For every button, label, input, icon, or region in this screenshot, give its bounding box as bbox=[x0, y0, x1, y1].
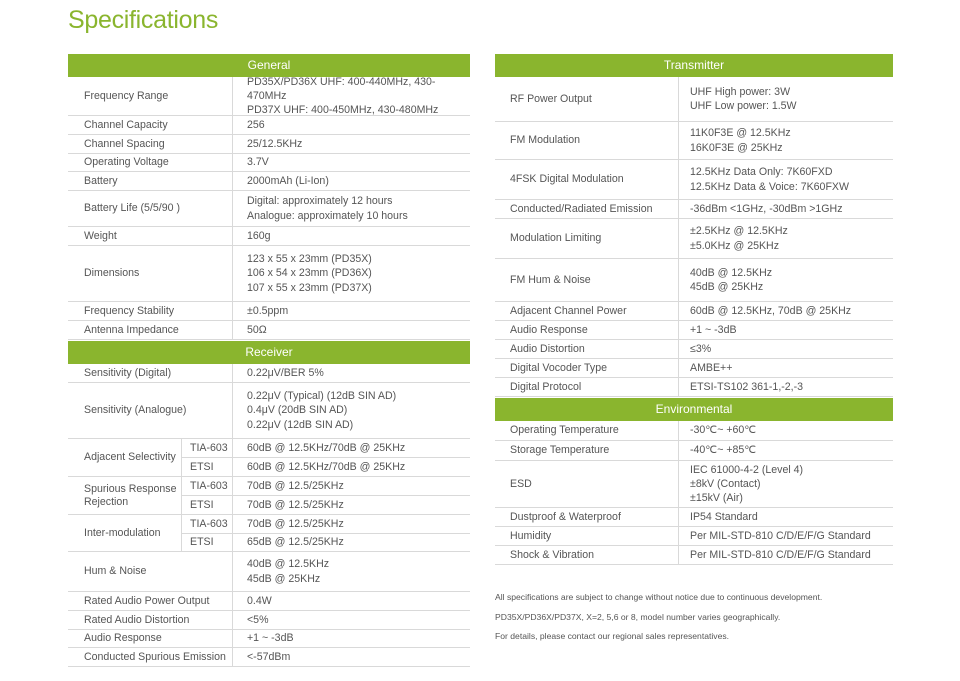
spec-label bbox=[495, 302, 679, 320]
spec-label bbox=[495, 340, 679, 358]
general-table bbox=[68, 77, 470, 340]
spec-label-text: Operating Temperature bbox=[510, 424, 619, 437]
spec-value bbox=[679, 321, 893, 339]
right-column bbox=[495, 53, 893, 565]
spec-value-line: ±15kV (Air) bbox=[690, 492, 743, 505]
transmitter-table bbox=[495, 77, 893, 397]
spec-label bbox=[495, 441, 679, 460]
receiver-groups bbox=[68, 439, 470, 552]
spec-row bbox=[495, 461, 893, 508]
spec-row bbox=[495, 508, 893, 527]
spec-value bbox=[679, 302, 893, 320]
spec-row bbox=[495, 302, 893, 321]
spec-label-text: Storage Temperature bbox=[510, 444, 610, 457]
spec-subrow bbox=[182, 533, 470, 552]
spec-row bbox=[68, 552, 470, 592]
spec-label bbox=[495, 508, 679, 526]
spec-value-line: UHF High power: 3W bbox=[690, 85, 791, 98]
spec-label-text: Sensitivity (Analogue) bbox=[84, 404, 187, 417]
spec-label bbox=[68, 116, 233, 134]
spec-label-text: FM Hum & Noise bbox=[510, 273, 591, 286]
footnote-line: All specifications are subject to change without notice due to continuous development. bbox=[495, 592, 823, 602]
spec-value-line: 40dB @ 12.5KHz bbox=[247, 558, 330, 571]
spec-subrow bbox=[182, 515, 470, 533]
spec-row bbox=[68, 630, 470, 648]
footnotes bbox=[495, 588, 822, 647]
spec-sublabel: ETSI bbox=[182, 496, 233, 514]
spec-label-text: Conducted/Radiated Emission bbox=[510, 202, 653, 215]
spec-value bbox=[679, 340, 893, 358]
spec-value-line: -36dBm <1GHz, -30dBm >1GHz bbox=[690, 202, 843, 215]
spec-sublabel: ETSI bbox=[182, 458, 233, 476]
spec-value bbox=[233, 321, 470, 339]
spec-subrow bbox=[182, 495, 470, 514]
spec-value bbox=[233, 172, 470, 190]
spec-label-text: ESD bbox=[510, 477, 532, 490]
spec-label bbox=[495, 219, 679, 258]
spec-value-line: 0.4μV (20dB SIN AD) bbox=[247, 404, 348, 417]
spec-value bbox=[679, 527, 893, 545]
spec-value bbox=[679, 508, 893, 526]
spec-label bbox=[495, 321, 679, 339]
spec-group-label-text: Inter-modulation bbox=[84, 526, 161, 539]
spec-label-text: Shock & Vibration bbox=[510, 548, 595, 561]
spec-label bbox=[68, 383, 233, 438]
spec-sublabel: TIA-603 bbox=[182, 439, 233, 457]
spec-value bbox=[233, 648, 470, 666]
spec-row bbox=[495, 340, 893, 359]
page-title: Specifications bbox=[68, 6, 219, 34]
spec-group-label-text: Spurious Response Rejection bbox=[84, 482, 177, 508]
spec-row bbox=[68, 135, 470, 154]
spec-group-label-text: Adjacent Selectivity bbox=[84, 451, 176, 463]
spec-value-line: ±2.5KHz @ 12.5KHz bbox=[690, 225, 788, 238]
spec-value: 70dB @ 12.5/25KHz bbox=[247, 517, 344, 530]
spec-value: 65dB @ 12.5/25KHz bbox=[247, 536, 344, 549]
spec-row bbox=[495, 200, 893, 219]
spec-value-line: PD35X/PD36X UHF: 400-440MHz, 430-470MHz bbox=[247, 75, 436, 102]
spec-value-line: 0.4W bbox=[247, 594, 272, 607]
spec-label bbox=[495, 259, 679, 301]
spec-value bbox=[233, 364, 470, 382]
spec-value bbox=[679, 219, 893, 258]
spec-row bbox=[68, 302, 470, 321]
spec-label-text: Digital Protocol bbox=[510, 380, 582, 393]
spec-value bbox=[233, 135, 470, 153]
spec-value-line: ±0.5ppm bbox=[247, 304, 289, 317]
spec-row bbox=[68, 246, 470, 302]
spec-value-line: 11K0F3E @ 12.5KHz bbox=[690, 127, 791, 140]
spec-label bbox=[68, 364, 233, 382]
spec-row bbox=[68, 191, 470, 227]
spec-label bbox=[68, 552, 233, 591]
spec-label bbox=[68, 77, 233, 115]
spec-value bbox=[679, 378, 893, 396]
spec-label-text: Weight bbox=[84, 229, 117, 242]
spec-sublabel: ETSI bbox=[182, 534, 233, 552]
spec-group bbox=[68, 477, 470, 515]
spec-value-line: Per MIL-STD-810 C/D/E/F/G Standard bbox=[690, 529, 871, 542]
spec-value bbox=[233, 383, 470, 438]
spec-value-line: UHF Low power: 1.5W bbox=[690, 100, 797, 112]
spec-label-text: Audio Distortion bbox=[510, 342, 585, 355]
spec-label bbox=[68, 246, 233, 301]
spec-sublabel: TIA-603 bbox=[182, 515, 233, 533]
spec-label-text: Humidity bbox=[510, 529, 552, 542]
spec-row bbox=[495, 421, 893, 441]
spec-label-text: Sensitivity (Digital) bbox=[84, 366, 172, 379]
spec-value-line: 160g bbox=[247, 229, 271, 242]
spec-row bbox=[495, 359, 893, 378]
spec-value-line: Analogue: approximately 10 hours bbox=[247, 209, 408, 222]
spec-group-rows bbox=[182, 439, 470, 476]
spec-value-line: 107 x 55 x 23mm (PD37X) bbox=[247, 281, 372, 294]
spec-label-text: RF Power Output bbox=[510, 92, 592, 105]
spec-row bbox=[495, 441, 893, 461]
spec-label-text: Adjacent Channel Power bbox=[510, 304, 627, 317]
spec-row bbox=[495, 259, 893, 302]
spec-value-line: 12.5KHz Data & Voice: 7K60FXW bbox=[690, 180, 849, 193]
spec-value-line: +1 ~ -3dB bbox=[247, 632, 294, 645]
section-header-receiver: Receiver bbox=[68, 340, 470, 364]
spec-value-line: <-57dBm bbox=[247, 650, 291, 663]
spec-label-text: Rated Audio Distortion bbox=[84, 613, 190, 626]
spec-label-text: Antenna Impedance bbox=[84, 323, 179, 336]
spec-label-text: Channel Capacity bbox=[84, 118, 168, 131]
spec-value-line: IP54 Standard bbox=[690, 510, 758, 523]
spec-value bbox=[233, 302, 470, 320]
spec-value-line: 12.5KHz Data Only: 7K60FXD bbox=[690, 166, 833, 179]
spec-value-line: Per MIL-STD-810 C/D/E/F/G Standard bbox=[690, 548, 871, 561]
spec-value-line: 123 x 55 x 23mm (PD35X) bbox=[247, 253, 372, 266]
spec-value bbox=[233, 116, 470, 134]
spec-value-line: 256 bbox=[247, 118, 265, 131]
footnote-line: For details, please contact our regional sales representatives. bbox=[495, 631, 730, 641]
spec-value-line: AMBE++ bbox=[690, 361, 733, 374]
footnote-line: PD35X/PD36X/PD37X, X=2, 5,6 or 8, model number varies geographically. bbox=[495, 611, 781, 622]
spec-value bbox=[679, 77, 893, 121]
spec-label bbox=[495, 160, 679, 199]
spec-value-line: PD37X UHF: 400-450MHz, 430-480MHz bbox=[247, 104, 439, 117]
spec-value-line: 0.22μV (12dB SIN AD) bbox=[247, 418, 354, 431]
spec-value bbox=[679, 200, 893, 218]
spec-subrow bbox=[182, 477, 470, 495]
spec-value: 70dB @ 12.5/25KHz bbox=[247, 498, 344, 511]
spec-value bbox=[233, 592, 470, 610]
spec-value-line: ETSI-TS102 361-1,-2,-3 bbox=[690, 380, 804, 393]
spec-value bbox=[233, 191, 470, 226]
section-header-transmitter: Transmitter bbox=[495, 53, 893, 77]
spec-label bbox=[68, 321, 233, 339]
spec-value: 60dB @ 12.5KHz/70dB @ 25KHz bbox=[247, 441, 406, 454]
left-column bbox=[68, 53, 470, 667]
spec-label-text: Rated Audio Power Output bbox=[84, 594, 210, 607]
spec-label bbox=[495, 200, 679, 218]
spec-value: 70dB @ 12.5/25KHz bbox=[247, 479, 344, 492]
spec-sublabel: TIA-603 bbox=[182, 477, 233, 495]
spec-value-line: 60dB @ 12.5KHz, 70dB @ 25KHz bbox=[690, 304, 852, 317]
spec-value-line: +1 ~ -3dB bbox=[690, 323, 737, 336]
spec-value bbox=[679, 441, 893, 460]
spec-label bbox=[68, 135, 233, 153]
spec-label bbox=[68, 648, 233, 666]
spec-value bbox=[679, 421, 893, 440]
spec-label bbox=[495, 122, 679, 159]
spec-value bbox=[679, 359, 893, 377]
spec-value-line: 16K0F3E @ 25KHz bbox=[690, 141, 783, 154]
spec-group-label bbox=[68, 477, 182, 514]
spec-group-label bbox=[68, 439, 182, 476]
spec-value-line: 3.7V bbox=[247, 156, 269, 169]
spec-value bbox=[679, 160, 893, 199]
spec-value-line: <5% bbox=[247, 613, 269, 626]
spec-value-line: ±8kV (Contact) bbox=[690, 477, 761, 490]
spec-label-text: Modulation Limiting bbox=[510, 232, 602, 245]
spec-value bbox=[233, 630, 470, 647]
spec-row bbox=[495, 160, 893, 200]
spec-value-line: 106 x 54 x 23mm (PD36X) bbox=[247, 267, 372, 280]
spec-label-text: Operating Voltage bbox=[84, 156, 169, 169]
spec-label-text: 4FSK Digital Modulation bbox=[510, 173, 624, 186]
spec-label bbox=[68, 302, 233, 320]
spec-value bbox=[679, 122, 893, 159]
spec-value bbox=[679, 461, 893, 507]
spec-row bbox=[68, 154, 470, 172]
spec-label-text: Dimensions bbox=[84, 267, 140, 280]
spec-row bbox=[495, 122, 893, 160]
spec-group bbox=[68, 515, 470, 552]
spec-label-text: Battery bbox=[84, 174, 118, 187]
spec-label bbox=[495, 359, 679, 377]
section-header-general: General bbox=[68, 53, 470, 77]
spec-label-text: Audio Response bbox=[510, 323, 588, 336]
spec-label-text: Audio Response bbox=[84, 632, 162, 645]
spec-row bbox=[68, 364, 470, 383]
spec-row bbox=[68, 172, 470, 191]
spec-row bbox=[68, 592, 470, 611]
spec-group-rows bbox=[182, 477, 470, 514]
spec-label-text: Dustproof & Waterproof bbox=[510, 510, 621, 523]
spec-value bbox=[233, 154, 470, 171]
spec-label bbox=[495, 77, 679, 121]
spec-group-rows bbox=[182, 515, 470, 551]
spec-group bbox=[68, 439, 470, 477]
spec-row bbox=[495, 77, 893, 122]
spec-value bbox=[233, 227, 470, 245]
spec-row bbox=[68, 77, 470, 116]
spec-value-line: -40℃~ +85℃ bbox=[690, 444, 757, 457]
spec-label-text: Hum & Noise bbox=[84, 565, 147, 578]
spec-label bbox=[68, 592, 233, 610]
spec-value: 60dB @ 12.5KHz/70dB @ 25KHz bbox=[247, 460, 406, 473]
spec-value-line: 25/12.5KHz bbox=[247, 137, 303, 150]
spec-row bbox=[495, 378, 893, 397]
spec-label bbox=[495, 461, 679, 507]
spec-label bbox=[495, 527, 679, 545]
spec-value-line: -30℃~ +60℃ bbox=[690, 424, 757, 437]
spec-label bbox=[68, 191, 233, 226]
spec-value bbox=[233, 246, 470, 301]
spec-value bbox=[679, 259, 893, 301]
spec-row bbox=[68, 321, 470, 340]
spec-row bbox=[495, 527, 893, 546]
spec-value-line: ±5.0KHz @ 25KHz bbox=[690, 239, 779, 252]
spec-row bbox=[68, 116, 470, 135]
spec-label bbox=[68, 227, 233, 245]
spec-value bbox=[679, 546, 893, 564]
spec-row bbox=[68, 648, 470, 667]
spec-subrow bbox=[182, 457, 470, 476]
spec-label-text: Frequency Range bbox=[84, 89, 169, 102]
spec-label bbox=[68, 611, 233, 629]
spec-label-text: Channel Spacing bbox=[84, 137, 165, 150]
spec-label-text: Battery Life (5/5/90 ) bbox=[84, 202, 180, 215]
spec-label bbox=[495, 421, 679, 440]
spec-value-line: 50Ω bbox=[247, 323, 267, 336]
spec-label bbox=[68, 172, 233, 190]
spec-value bbox=[233, 552, 470, 591]
spec-label-text: Conducted Spurious Emission bbox=[84, 650, 226, 663]
receiver-table-a bbox=[68, 364, 470, 439]
spec-value-line: 45dB @ 25KHz bbox=[247, 572, 321, 585]
spec-value-line: 2000mAh (Li-Ion) bbox=[247, 174, 329, 187]
spec-label bbox=[68, 154, 233, 171]
spec-value-line: 45dB @ 25KHz bbox=[690, 281, 764, 293]
spec-value bbox=[233, 77, 470, 115]
spec-value-line: 0.22μV (Typical) (12dB SIN AD) bbox=[247, 390, 397, 403]
spec-label-text: Digital Vocoder Type bbox=[510, 361, 607, 374]
receiver-table-b bbox=[68, 552, 470, 667]
spec-label-text: FM Modulation bbox=[510, 134, 581, 147]
spec-value-line: Digital: approximately 12 hours bbox=[247, 195, 393, 208]
spec-value bbox=[233, 611, 470, 629]
spec-label bbox=[495, 546, 679, 564]
section-header-environmental: Environmental bbox=[495, 397, 893, 421]
spec-row bbox=[495, 546, 893, 565]
spec-group-label bbox=[68, 515, 182, 551]
spec-row bbox=[495, 321, 893, 340]
spec-value-line: IEC 61000-4-2 (Level 4) bbox=[690, 463, 804, 476]
spec-row bbox=[495, 219, 893, 259]
spec-row bbox=[68, 611, 470, 630]
spec-subrow bbox=[182, 439, 470, 457]
spec-value-line: ≤3% bbox=[690, 342, 712, 355]
spec-label bbox=[68, 630, 233, 647]
spec-label bbox=[495, 378, 679, 396]
spec-row bbox=[68, 383, 470, 439]
environmental-table bbox=[495, 421, 893, 565]
spec-value-line: 0.22μV/BER 5% bbox=[247, 366, 324, 379]
spec-label-text: Frequency Stability bbox=[84, 304, 175, 317]
spec-row bbox=[68, 227, 470, 246]
spec-value-line: 40dB @ 12.5KHz bbox=[690, 266, 773, 279]
